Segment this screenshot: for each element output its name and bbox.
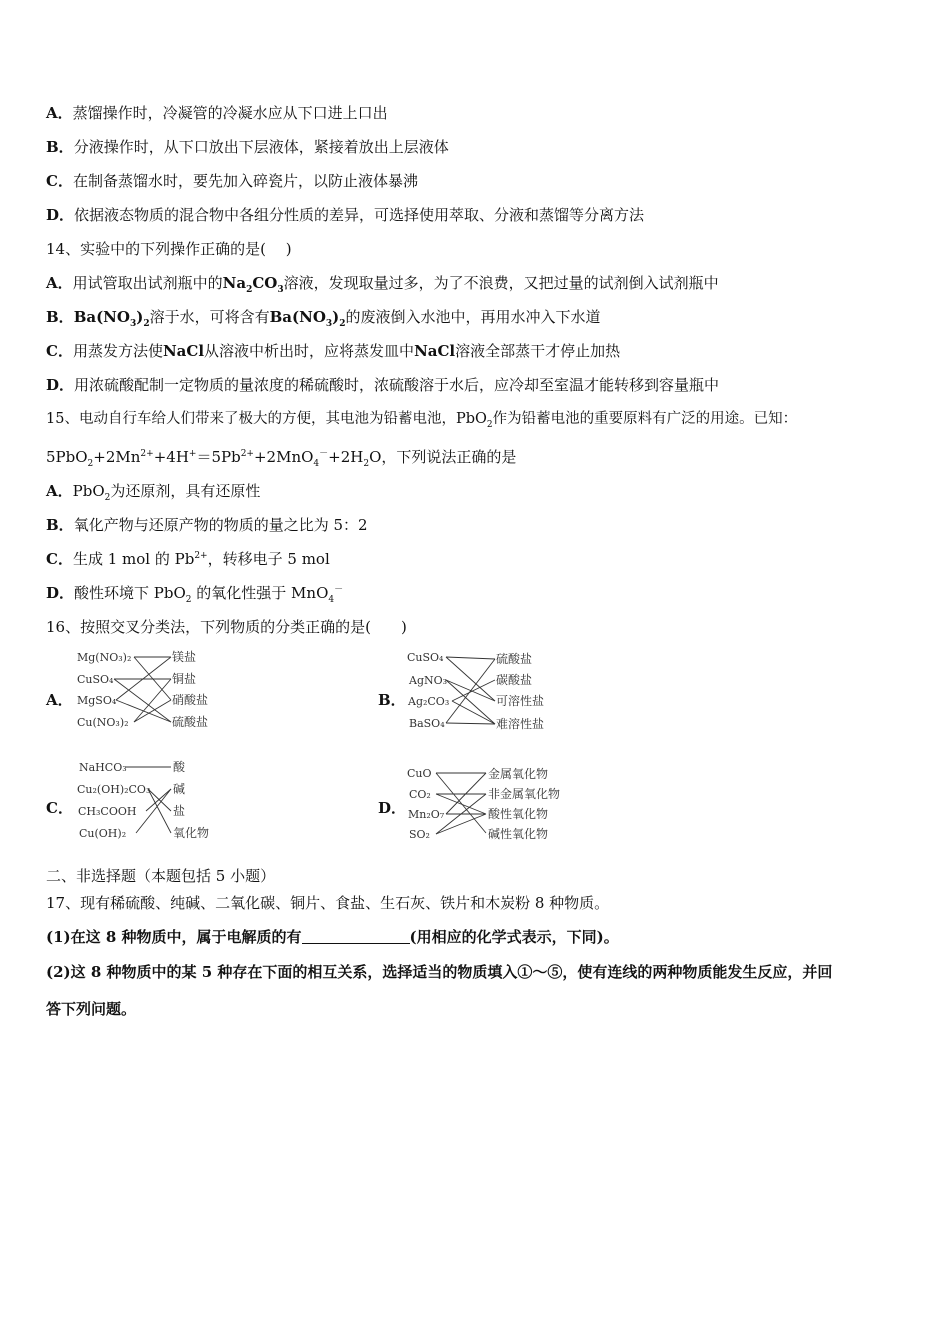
q16-option-c-letter: C． (46, 799, 73, 817)
formula-sub: 3 (325, 319, 333, 329)
q13-option-a (46, 103, 388, 123)
option-text: 氧化产物与还原产物的物质的量之比为 5：2 (73, 516, 368, 534)
option-text: 溶于水，可将含有 (149, 308, 270, 326)
diagram-left-label: Mg(NO₃)₂ (77, 651, 132, 664)
option-text: PbO (72, 482, 105, 500)
diagram-right-label: 可溶性盐 (496, 694, 545, 708)
q15-equation (46, 447, 516, 467)
diagram-left-label: AgNO₃ (409, 674, 448, 687)
option-text: 从溶液中析出时，应将蒸发皿中 (204, 342, 415, 360)
eq-sub: 4 (313, 459, 320, 469)
diagram-left-label: CuSO₄ (407, 651, 444, 664)
formula-sub: 3 (277, 285, 284, 295)
diagram-left-label: CuO (407, 767, 432, 780)
option-text: 酸性环境下 PbO (74, 584, 186, 602)
answer-blank[interactable] (302, 929, 410, 944)
option-letter: A． (46, 274, 73, 292)
eq-part: 5PbO (46, 448, 88, 466)
eq-sup: 2+ (240, 449, 254, 459)
diagram-left-label: CO₂ (409, 788, 431, 801)
formula-sub: 3 (129, 319, 137, 329)
q14-option-d (46, 375, 719, 395)
q15-option-a (46, 481, 260, 501)
q14-option-b (46, 307, 601, 327)
q16-diagram-c (76, 757, 226, 845)
eq-part: O，下列说法正确的是 (369, 448, 517, 466)
diagram-right-label: 难溶性盐 (496, 717, 545, 731)
option-letter: B． (46, 138, 74, 156)
diagram-right-label: 镁盐 (172, 650, 197, 664)
option-text: 用试管取出试剂瓶中的 (72, 274, 223, 292)
option-text: 生成 1 mol 的 Pb (72, 550, 195, 568)
eq-part: +2H (328, 448, 364, 466)
diagram-left-label: SO₂ (409, 828, 430, 841)
formula-sub: 4 (328, 595, 335, 605)
diagram-right-label: 非金属氧化物 (488, 787, 561, 801)
diagram-right-label: 盐 (173, 804, 186, 818)
formula-sub: 2 (246, 285, 253, 295)
diagram-left-label: MgSO₄ (77, 694, 117, 707)
option-letter: A． (46, 104, 73, 122)
option-letter: C． (46, 550, 73, 568)
q16-diagram-b (406, 647, 566, 735)
diagram-left-label: Mn₂O₇ (408, 808, 445, 821)
option-text: ，转移电子 5 mol (207, 550, 330, 568)
eq-sup: 2+ (140, 449, 154, 459)
option-text: 为还原剂，具有还原性 (110, 482, 261, 500)
q17-stem: 17、现有稀硫酸、纯碱、二氧化碳、铜片、食盐、生石灰、铁片和木炭粉 8 种物质。 (46, 894, 610, 912)
q16-option-b-letter: B． (378, 691, 406, 709)
formula-sub: 2 (143, 319, 150, 329)
option-text: 的氧化性强于 MnO (191, 584, 329, 602)
eq-sub: 2 (363, 459, 370, 469)
q16-diagram-a (76, 647, 226, 735)
q14-stem: 14、实验中的下列操作正确的是( ) (46, 240, 292, 258)
eq-part: +4H (153, 448, 189, 466)
diagram-left-label: Cu(NO₃)₂ (77, 716, 129, 729)
q16-diagram-d (406, 763, 576, 849)
diagram-right-label: 氧化物 (173, 826, 210, 840)
formula-part: Ba(NO (269, 308, 326, 326)
formula-sup: 2+ (194, 551, 208, 561)
q15-option-b (46, 515, 368, 535)
diagram-left-label: NaHCO₃ (79, 761, 127, 774)
q17-part2: (2)这 8 种物质中的某 5 种存在下面的相互关系，选择适当的物质填入①～⑤，使有连线的两种物质能发生反应，并回 (46, 963, 833, 981)
q14-option-c (46, 341, 620, 361)
option-letter: C． (46, 342, 73, 360)
q15-option-c (46, 549, 330, 569)
diagram-left-label: Cu₂(OH)₂CO₃ (77, 783, 151, 796)
option-letter: D． (46, 376, 75, 394)
formula-part: Ba(NO (73, 308, 130, 326)
q15-option-d (46, 583, 343, 603)
option-letter: B． (46, 516, 74, 534)
part-text: (用相应的化学式表示，下同)。 (409, 928, 619, 946)
formula-sub: 2 (339, 319, 346, 329)
diagram-left-label: CuSO₄ (77, 673, 114, 686)
formula-sub: 2 (185, 595, 192, 605)
diagram-left-label: BaSO₄ (409, 717, 445, 730)
formula-part: ) (136, 308, 144, 326)
formula-sup: － (334, 585, 344, 595)
q16-option-a-letter: A． (46, 691, 73, 709)
diagram-left-label: Ag₂CO₃ (408, 695, 450, 708)
q16-stem: 16、按照交叉分类法，下列物质的分类正确的是( ) (46, 618, 407, 636)
option-text: 分液操作时，从下口放出下层液体，紧接着放出上层液体 (73, 138, 449, 156)
formula: NaCl (414, 342, 456, 360)
option-letter: A． (46, 482, 73, 500)
formula (222, 274, 284, 295)
diagram-right-label: 金属氧化物 (488, 767, 549, 781)
option-text: 依据液态物质的混合物中各组分性质的差异，可选择使用萃取、分液和蒸馏等分离方法 (74, 206, 645, 224)
section-heading: 二、非选择题（本题包括 5 小题） (46, 867, 276, 885)
diagram-right-label: 硫酸盐 (172, 715, 209, 729)
part-text: (1)在这 8 种物质中，属于电解质的有 (46, 928, 302, 946)
formula (73, 308, 150, 329)
eq-sup: － (319, 449, 329, 459)
diagram-right-label: 铜盐 (172, 672, 197, 686)
diagram-right-label: 酸 (173, 760, 186, 774)
option-text: 的废液倒入水池中，再用水冲入下水道 (345, 308, 601, 326)
diagram-right-label: 碱 (173, 782, 186, 796)
q15-stem (46, 409, 797, 429)
formula-sub: 2 (104, 493, 111, 503)
formula-part: Na (222, 274, 247, 292)
option-letter: D． (46, 584, 75, 602)
option-text: 溶液全部蒸干才停止加热 (455, 342, 621, 360)
formula-sub: 2 (486, 419, 493, 430)
q13-option-b (46, 137, 449, 157)
stem-text: 15、电动自行车给人们带来了极大的方便，其电池为铅蓄电池，PbO (46, 411, 487, 427)
option-text: 用蒸发方法使 (72, 342, 163, 360)
diagram-right-label: 硫酸盐 (496, 652, 533, 666)
diagram-right-label: 酸性氧化物 (488, 807, 549, 821)
q17-part2-cont: 答下列问题。 (46, 1000, 137, 1018)
formula (269, 308, 346, 329)
eq-part: +2MnO (253, 448, 314, 466)
diagram-right-label: 硝酸盐 (172, 693, 209, 707)
stem-text: 作为铅蓄电池的重要原料有广泛的用途。已知： (492, 411, 798, 427)
diagram-left-label: CH₃COOH (78, 805, 137, 818)
q13-option-d (46, 205, 644, 225)
formula-part: CO (252, 274, 278, 292)
option-text: 溶液，发现取量过多，为了不浪费，又把过量的试剂倒入试剂瓶中 (283, 274, 719, 292)
diagram-left-label: Cu(OH)₂ (79, 827, 127, 840)
formula: NaCl (162, 342, 205, 360)
option-text: 用浓硫酸配制一定物质的量浓度的稀硫酸时，浓硫酸溶于水后，应冷却至室温才能转移到容量瓶中 (74, 376, 720, 394)
eq-sup: + (188, 449, 197, 459)
eq-part: +2Mn (93, 448, 141, 466)
q16-option-d-letter: D． (378, 799, 407, 817)
option-letter: C． (46, 172, 73, 190)
q13-option-c (46, 171, 418, 191)
option-text: 蒸馏操作时，冷凝管的冷凝水应从下口进上口出 (72, 104, 388, 122)
q17-part1 (46, 927, 619, 947)
formula-part: ) (332, 308, 340, 326)
option-letter: B． (46, 308, 74, 326)
eq-sub: 2 (87, 459, 94, 469)
eq-part: ＝5Pb (196, 448, 241, 466)
option-letter: D． (46, 206, 75, 224)
diagram-right-label: 碱性氧化物 (488, 827, 549, 841)
diagram-right-label: 碳酸盐 (496, 673, 533, 687)
option-text: 在制备蒸馏水时，要先加入碎瓷片，以防止液体暴沸 (72, 172, 418, 190)
q14-option-a (46, 273, 719, 293)
